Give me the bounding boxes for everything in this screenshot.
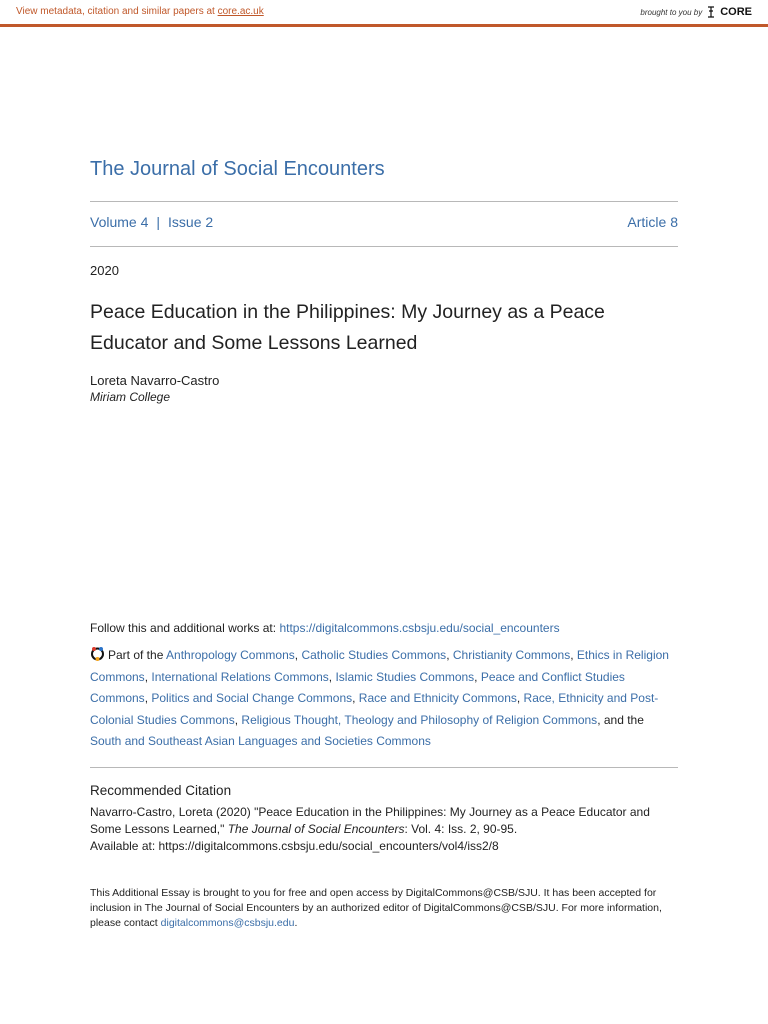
core-logo-icon xyxy=(706,5,716,19)
follow-line xyxy=(90,621,678,635)
issue-link[interactable]: Issue 2 xyxy=(168,214,214,230)
commons-link[interactable]: South and Southeast Asian Languages and Societies Commons xyxy=(90,734,431,749)
list-separator: , xyxy=(570,648,577,662)
commons-link[interactable]: Christianity Commons xyxy=(452,648,571,662)
access-notice xyxy=(90,886,678,931)
journal-title[interactable]: The Journal of Social Encounters xyxy=(90,158,385,180)
divider xyxy=(90,767,678,768)
list-separator: , xyxy=(234,712,242,727)
commons-link[interactable]: Race and Ethnicity Commons xyxy=(358,691,517,706)
commons-list xyxy=(90,645,678,753)
citation-part1: Navarro-Castro, Loreta (2020) "Peace Education in the Philippines: My Journey as a Peace Educator and Some Lessons Learned," xyxy=(90,805,650,836)
commons-link[interactable]: Anthropology Commons xyxy=(166,648,295,662)
publication-year: 2020 xyxy=(90,263,119,278)
divider xyxy=(90,246,678,247)
notice-text: This Additional Essay is brought to you for free and open access by DigitalCommons@CSB/SJU. It has been accepted for inclusion in The Journal of Social Encounters by an authorized editor of DigitalCommons@CSB/SJU. For more information, please contact xyxy=(90,887,662,929)
issue-row xyxy=(90,214,678,230)
core-banner xyxy=(0,0,768,27)
commons-link[interactable]: Ethics in Religion Commons xyxy=(90,648,669,684)
contact-email-link[interactable]: digitalcommons@csbsju.edu xyxy=(160,917,295,929)
citation-part2: : Vol. 4: Iss. 2, 90-95. xyxy=(404,822,518,836)
commons-prefix: Part of the xyxy=(108,648,167,662)
commons-link[interactable]: Catholic Studies Commons xyxy=(301,648,447,662)
article-link[interactable]: Article 8 xyxy=(627,214,678,230)
brought-by[interactable] xyxy=(640,5,752,19)
commons-link[interactable]: International Relations Commons xyxy=(151,669,329,684)
list-separator: , xyxy=(474,669,481,684)
list-separator: , xyxy=(328,669,336,684)
paper-title: Peace Education in the Philippines: My Journey as a Peace Educator and Some Lessons Learned xyxy=(90,301,605,354)
volume-link[interactable]: Volume 4 xyxy=(90,214,149,230)
list-separator: , xyxy=(446,648,453,662)
citation-journal: The Journal of Social Encounters xyxy=(227,822,405,836)
citation-available: Available at: https://digitalcommons.csbsju.edu/social_encounters/vol4/iss2/8 xyxy=(90,839,499,853)
list-separator: , xyxy=(144,669,152,684)
divider xyxy=(90,201,678,202)
notice-end: . xyxy=(294,917,298,929)
collection-link[interactable]: https://digitalcommons.csbsju.edu/social_encounters xyxy=(279,621,560,635)
list-separator: , xyxy=(516,691,524,706)
brought-text: brought to you by xyxy=(640,7,703,17)
separator: | xyxy=(156,214,161,230)
list-separator: , xyxy=(352,691,359,706)
follow-prefix: Follow this and additional works at: xyxy=(90,621,280,635)
commons-link[interactable]: Islamic Studies Commons xyxy=(335,669,475,684)
commons-link[interactable]: Religious Thought, Theology and Philosophy of Religion Commons xyxy=(241,712,598,727)
commons-link[interactable]: Politics and Social Change Commons xyxy=(151,691,353,706)
commons-link[interactable]: Race, Ethnicity and Post-Colonial Studies Commons xyxy=(90,691,659,727)
list-separator: , xyxy=(294,648,302,662)
author-name: Loreta Navarro-Castro xyxy=(90,373,220,388)
commons-link[interactable]: Peace and Conflict Studies Commons xyxy=(90,669,625,706)
list-separator: , xyxy=(144,691,152,706)
metadata-notice xyxy=(16,6,264,17)
citation-heading: Recommended Citation xyxy=(90,783,232,798)
core-link[interactable]: core.ac.uk xyxy=(217,6,264,17)
metadata-text: View metadata, citation and similar papers at xyxy=(16,6,218,17)
network-icon xyxy=(90,646,105,661)
citation-text xyxy=(90,804,678,855)
author-affiliation: Miriam College xyxy=(90,390,171,404)
core-label: CORE xyxy=(720,6,752,18)
list-conjunction: , and the xyxy=(597,712,644,727)
